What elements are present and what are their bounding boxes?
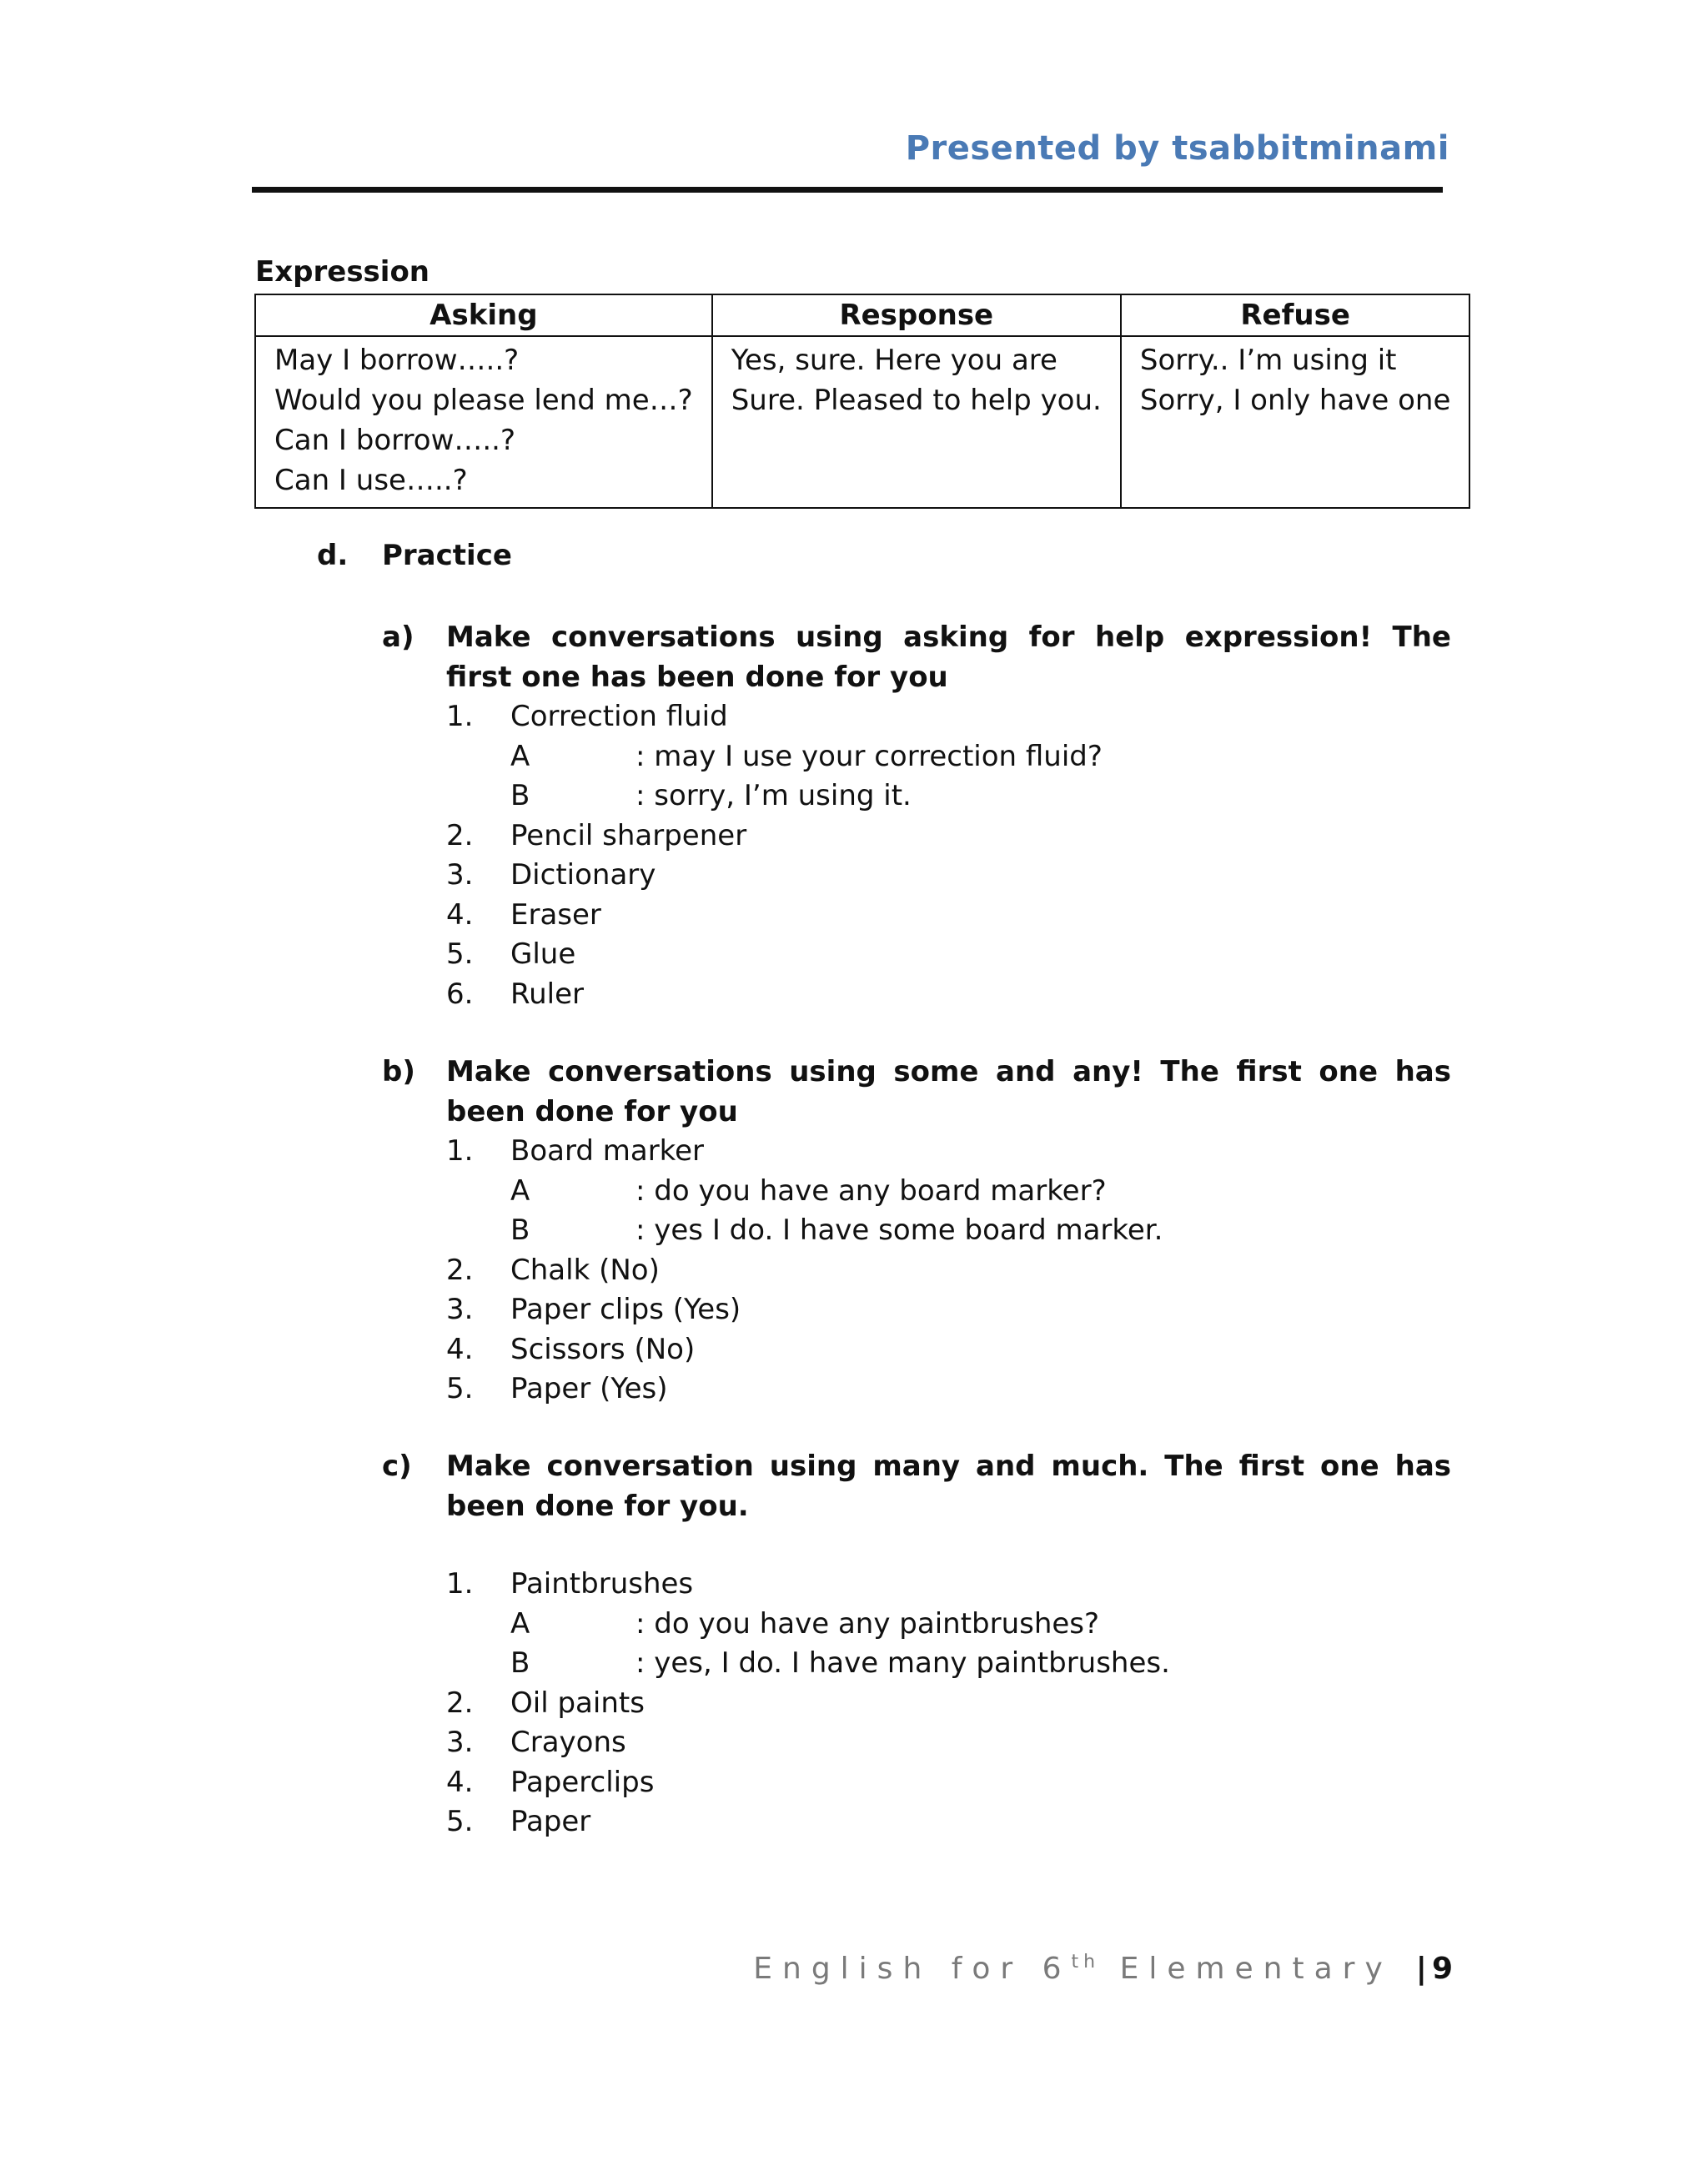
asking-phrase: Would you please lend me…? <box>274 384 693 417</box>
section-marker: d. <box>317 539 349 572</box>
item-number: 5. <box>446 937 474 971</box>
item-number: 3. <box>446 1726 474 1759</box>
footer-separator: | <box>1415 1952 1427 1986</box>
exercise-items <box>446 817 1451 1015</box>
item-text: Paper clips (Yes) <box>510 1293 741 1326</box>
item-text: Oil paints <box>510 1686 645 1720</box>
footer-title-superscript: th <box>1071 1952 1101 1973</box>
list-item <box>446 896 1451 936</box>
item-number: 1. <box>446 1134 474 1168</box>
item-text: Eraser <box>510 897 601 932</box>
response-cell <box>712 336 1121 508</box>
section-title: Practice <box>382 539 512 572</box>
dialog-text: : may I use your correction fluid? <box>635 739 1103 773</box>
list-item <box>446 856 1451 896</box>
expression-title: Expression <box>255 255 430 289</box>
item-number: 5. <box>446 1372 474 1405</box>
asking-phrase: May I borrow…..? <box>274 344 520 377</box>
example-dialog-line <box>510 1172 1451 1212</box>
exercise-items <box>446 697 1451 737</box>
header-divider <box>252 187 1443 193</box>
asking-cell <box>255 336 712 508</box>
asking-phrase: Can I borrow…..? <box>274 424 516 457</box>
speaker-label: A <box>510 1606 530 1641</box>
exercise-b <box>382 1052 1451 1410</box>
speaker-label: B <box>510 779 530 812</box>
response-phrase: Sure. Pleased to help you. <box>731 384 1102 417</box>
exercise-instruction: Make conversations using asking for help expression! The first one has been done for you <box>446 621 1451 694</box>
item-number: 4. <box>446 1332 474 1366</box>
refuse-phrase: Sorry.. I’m using it <box>1139 344 1397 377</box>
dialog-text: : yes, I do. I have many paintbrushes. <box>635 1646 1170 1680</box>
item-text: Paper (Yes) <box>510 1372 668 1405</box>
section-heading-practice <box>317 539 512 572</box>
list-item <box>446 1802 1451 1842</box>
refuse-phrase: Sorry, I only have one <box>1139 384 1451 417</box>
list-item <box>446 1251 1451 1291</box>
item-text: Scissors (No) <box>510 1332 696 1366</box>
speaker-label: B <box>510 1214 530 1247</box>
list-item <box>446 817 1451 857</box>
response-phrase: Yes, sure. Here you are <box>731 344 1057 377</box>
item-number: 4. <box>446 897 474 932</box>
item-text: Chalk (No) <box>510 1253 660 1287</box>
exercise-a <box>382 617 1451 1014</box>
exercise-instruction: Make conversations using some and any! The first one has been done for you <box>446 1055 1451 1128</box>
example-dialog-line <box>510 737 1451 777</box>
list-item <box>446 1684 1451 1724</box>
item-number: 2. <box>446 1686 474 1720</box>
header-presenter: Presented by tsabbitminami <box>905 129 1449 168</box>
exercise-letter: a) <box>382 621 414 654</box>
item-number: 3. <box>446 858 474 892</box>
item-text: Paper <box>510 1805 591 1838</box>
item-text: Paperclips <box>510 1765 655 1799</box>
expression-table-header-row <box>255 294 1469 336</box>
item-text: Paintbrushes <box>510 1567 694 1601</box>
column-header-asking: Asking <box>255 294 712 336</box>
item-number: 3. <box>446 1293 474 1326</box>
page-footer <box>753 1952 1453 1986</box>
exercise-items <box>446 1565 1451 1605</box>
example-dialog-line <box>510 1605 1451 1645</box>
expression-table-row <box>255 336 1469 508</box>
column-header-refuse: Refuse <box>1121 294 1470 336</box>
item-number: 6. <box>446 977 474 1011</box>
exercise-items <box>446 1684 1451 1842</box>
footer-book-title <box>753 1952 1393 1986</box>
dialog-text: : yes I do. I have some board marker. <box>635 1214 1163 1247</box>
column-header-response: Response <box>712 294 1121 336</box>
exercise-c <box>382 1446 1451 1842</box>
item-number: 2. <box>446 1253 474 1287</box>
speaker-label: A <box>510 739 530 773</box>
refuse-cell <box>1121 336 1470 508</box>
dialog-text: : do you have any board marker? <box>635 1173 1107 1208</box>
speaker-label: A <box>510 1173 530 1208</box>
item-number: 2. <box>446 818 474 852</box>
item-text: Glue <box>510 937 576 971</box>
item-text: Dictionary <box>510 858 656 892</box>
item-number: 5. <box>446 1805 474 1838</box>
footer-title-prefix: English for 6 <box>753 1952 1072 1986</box>
list-item <box>446 1369 1451 1410</box>
example-dialog-line <box>510 776 1451 817</box>
list-item <box>446 975 1451 1015</box>
list-item <box>446 935 1451 975</box>
dialog-text: : do you have any paintbrushes? <box>635 1606 1100 1641</box>
item-text: Ruler <box>510 977 584 1011</box>
list-item <box>446 697 1451 737</box>
expression-table <box>254 294 1470 509</box>
asking-phrase: Can I use…..? <box>274 464 468 497</box>
footer-title-suffix: Elementary <box>1100 1952 1393 1986</box>
example-dialog-line <box>510 1644 1451 1684</box>
exercise-letter: b) <box>382 1055 415 1088</box>
item-text: Board marker <box>510 1134 705 1168</box>
example-dialog-line <box>510 1211 1451 1251</box>
list-item <box>446 1763 1451 1803</box>
list-item <box>446 1565 1451 1605</box>
list-item <box>446 1290 1451 1330</box>
exercise-items <box>446 1132 1451 1172</box>
list-item <box>446 1723 1451 1763</box>
list-item <box>446 1330 1451 1370</box>
item-number: 1. <box>446 1567 474 1601</box>
exercise-items <box>446 1251 1451 1410</box>
item-text: Crayons <box>510 1726 626 1759</box>
dialog-text: : sorry, I’m using it. <box>635 779 912 812</box>
item-text: Correction fluid <box>510 700 728 733</box>
exercise-letter: c) <box>382 1450 412 1483</box>
page-number: 9 <box>1431 1952 1453 1986</box>
exercise-heading <box>382 617 1451 697</box>
exercise-heading <box>382 1446 1451 1526</box>
speaker-label: B <box>510 1646 530 1680</box>
exercise-instruction: Make conversation using many and much. The first one has been done for you. <box>446 1450 1451 1523</box>
exercise-heading <box>382 1052 1451 1132</box>
item-number: 1. <box>446 700 474 733</box>
item-number: 4. <box>446 1765 474 1799</box>
list-item <box>446 1132 1451 1172</box>
item-text: Pencil sharpener <box>510 818 747 852</box>
